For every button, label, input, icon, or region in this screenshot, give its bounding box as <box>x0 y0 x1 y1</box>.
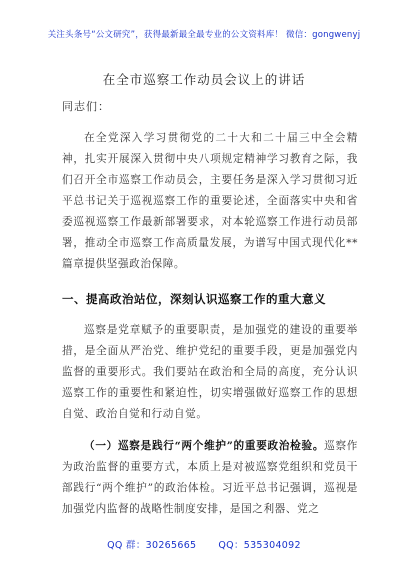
salutation: 同志们： <box>62 100 110 113</box>
qq-group-number: QQ 群：30265665 <box>107 540 197 551</box>
footer-contact <box>0 537 408 551</box>
subsection-1-paragraph <box>62 436 358 520</box>
qq-id-number: QQ：535304092 <box>218 540 301 551</box>
section-1-heading: 一、提高政治站位，深刻认识巡察工作的重大意义 <box>62 292 326 306</box>
section-1-paragraph: 巡察是党章赋予的重要职责，是加强党的建设的重要举措，是全面从严治党、维护党纪的重要手段，更是加强党内监督的重要形式。我们要站在政治和全局的高度，充分认识巡察工作的重要性和紧迫性，切实增强做好巡察工作的思想自觉、政治自觉和行动自觉。 <box>62 324 358 420</box>
intro-paragraph: 在全党深入学习贯彻党的二十大和二十届三中全会精神，扎实开展深入贯彻中央八项规定精神学习教育之际，我们召开全市巡察工作动员会，主要任务是深入学习贯彻习近平总书记关于巡视巡察工作的重要论述，全面落实中央和省委巡视巡察工作最新部署要求，对本轮巡察工作进行动员部署，推动全市巡察工作高质量发展，为谱写中国式现代化**篇章提供坚强政治保障。 <box>62 132 358 270</box>
document-title: 在全市巡察工作动员会议上的讲话 <box>102 72 306 87</box>
subsection-1-lead: （一）巡察是践行“两个维护”的重要政治检验。 <box>84 440 325 452</box>
header-banner: 关注头条号“公文研究”，获得最新最全最专业的公文资料库！ 微信：gongwenyj <box>47 30 361 40</box>
subsection-1-text: 巡察作为政治监督的重要方式，本质上是对被巡察党组织和党员干部践行“两个维护”的政治体检。习近平总书记强调，巡视是加强党内监督的战略性制度安排，是国之利器、党之 <box>62 440 358 515</box>
